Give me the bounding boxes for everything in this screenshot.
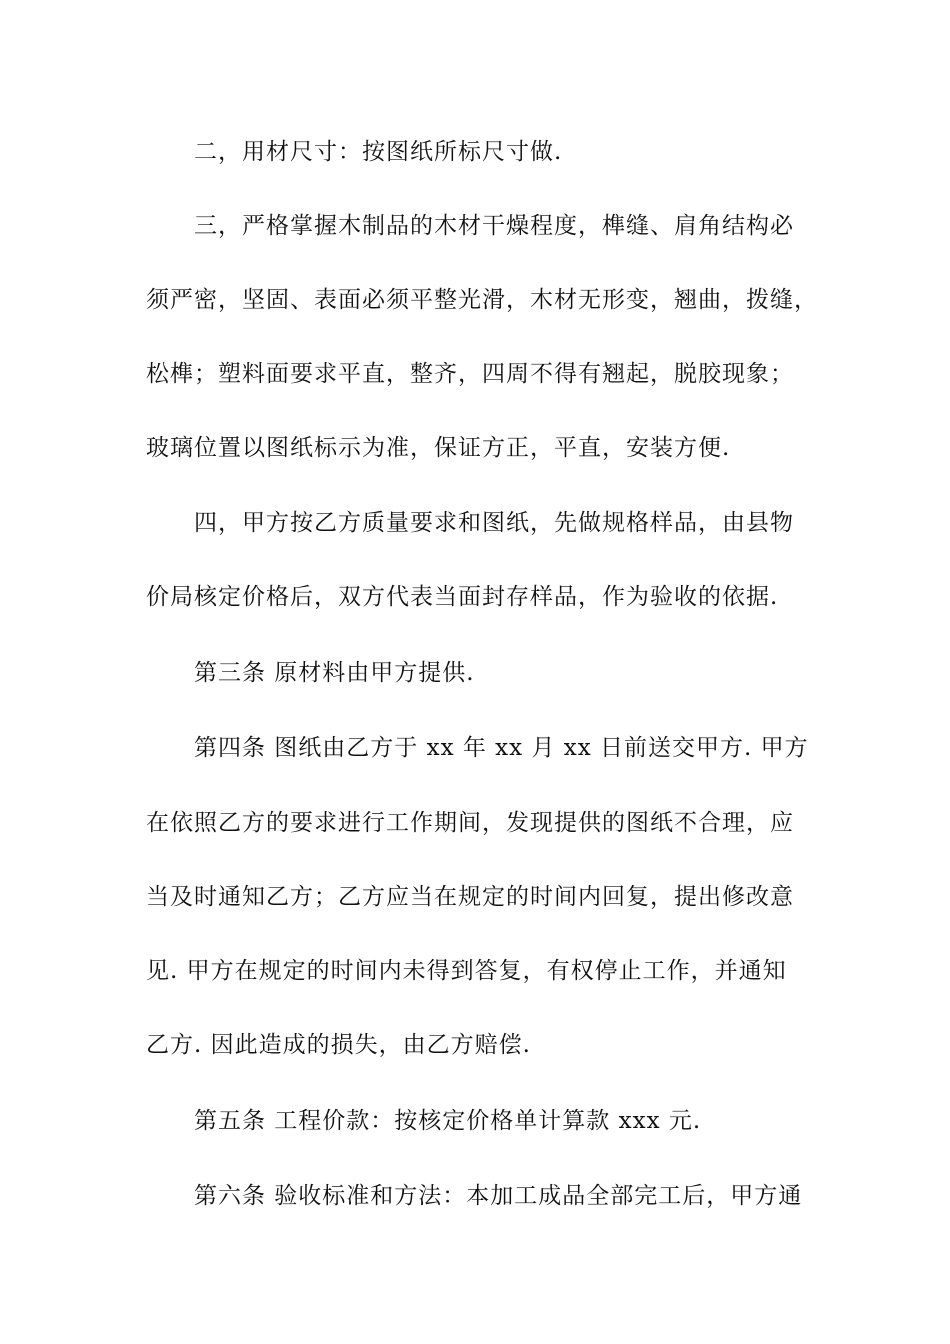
paragraph-line: 须严密，坚固、表面必须平整光滑，木材无形变，翘曲，拨缝， xyxy=(146,287,818,313)
paragraph-line: 当及时通知乙方；乙方应当在规定的时间内回复，提出修改意 xyxy=(146,884,794,910)
paragraph-line: 在依照乙方的要求进行工作期间，发现提供的图纸不合理，应 xyxy=(146,810,794,836)
clause-heading-line: 第五条 工程价款：按核定价格单计算款 xxx 元. xyxy=(194,1108,702,1134)
clause-heading-line: 第三条 原材料由甲方提供. xyxy=(194,660,475,686)
paragraph-line: 二，用材尺寸：按图纸所标尺寸做. xyxy=(194,139,563,165)
paragraph-line: 乙方. 因此造成的损失，由乙方赔偿. xyxy=(146,1032,531,1058)
clause-heading-line: 第六条 验收标准和方法：本加工成品全部完工后，甲方通 xyxy=(194,1183,803,1209)
paragraph-line: 松榫；塑料面要求平直，整齐，四周不得有翘起，脱胶现象； xyxy=(146,361,794,387)
paragraph-line: 玻璃位置以图纸标示为准，保证方正，平直，安装方便. xyxy=(146,435,731,461)
paragraph-line: 四，甲方按乙方质量要求和图纸，先做规格样品，由县物 xyxy=(194,510,794,536)
paragraph-line: 价局核定价格后，双方代表当面封存样品，作为验收的依据. xyxy=(146,584,779,610)
paragraph-line: 见. 甲方在规定的时间内未得到答复，有权停止工作，并通知 xyxy=(146,958,787,984)
paragraph-line: 三，严格掌握木制品的木材干燥程度，榫缝、肩角结构必 xyxy=(194,213,794,239)
clause-heading-line: 第四条 图纸由乙方于 xx 年 xx 月 xx 日前送交甲方. 甲方 xyxy=(194,735,809,761)
